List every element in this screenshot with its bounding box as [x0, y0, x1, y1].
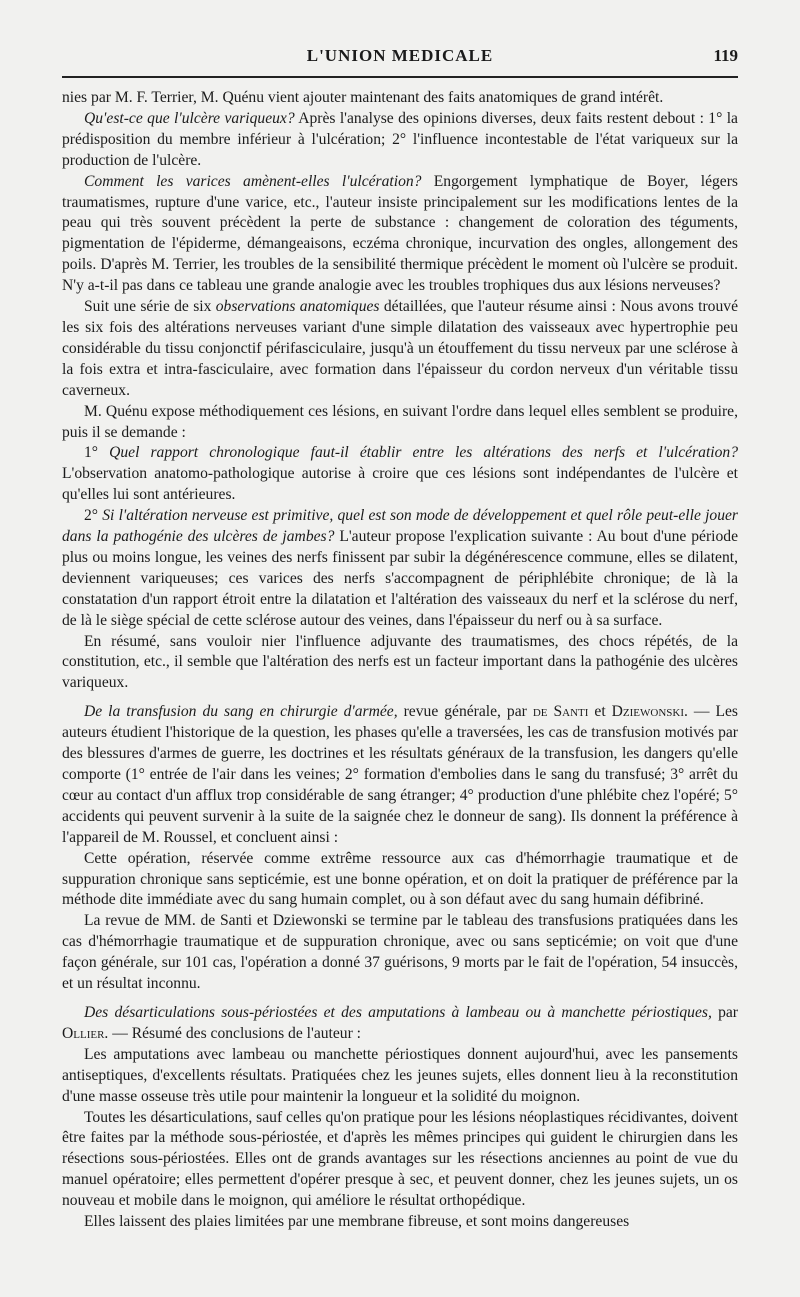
running-title: L'UNION MEDICALE — [306, 46, 494, 65]
paragraph-p13 — [62, 1045, 738, 1108]
paragraph-p7 — [62, 506, 738, 631]
italic-text: De la transfusion du sang en chirurgie d'armée, — [84, 703, 398, 721]
paragraph-text: Elles laissent des plaies limitées par une membrane fibreuse, et sont moins dangereuses — [84, 1213, 630, 1231]
italic-text: observations anatomiques — [215, 298, 380, 316]
paragraph-text: Après l'analyse des opinions diverses, deux faits restent debout : 1° la prédisposition du membre inférieur à l'ulcération; 2° l'influence incontestable de l'état variqueux sur la production de l'ulcère. — [62, 109, 738, 169]
paragraph-p1 — [62, 88, 738, 109]
paragraph-text: . — Résumé des conclusions de l'auteur : — [104, 1024, 362, 1042]
paragraph-p2 — [62, 109, 738, 172]
paragraph-text: Cette opération, réservée comme extrême ressource aux cas d'hémorrhagie traumatique et de suppuration chronique sans septicémie, est une bonne opération, et on doit la pratiquer de préférence par la méthode dite immédiate avec du sang humain complet, ou à son défaut avec du sang humain défibriné. — [62, 849, 738, 909]
paragraph-p8 — [62, 632, 738, 695]
paragraph-text: Toutes les désarticulations, sauf celles qu'on pratique pour les lésions néoplastiques récidivantes, doivent être faites par la méthode sous-périostée, et d'après les mêmes principes qui guident le chirurgien dans les résections sous-périostées. Elles ont de grands avantages sur les résections anciennes au point de vue du manuel opératoire; elles permettent d'opérer presque à sec, et peuvent donner, chez les jeunes sujets, un os nouveau et mobile dans le moignon, qui améliore le résultat orthopédique. — [62, 1108, 738, 1210]
paragraph-text: Les amputations avec lambeau ou manchette périostiques donnent aujourd'hui, avec les pansements antiseptiques, d'excellents résultats. Pratiquées chez les jeunes sujets, elles donnent lieu à la reconstitution d'une masse osseuse très utile pour maintenir la longueur et la solidité du moignon. — [62, 1045, 738, 1105]
header-rule — [62, 76, 738, 78]
author-name: de Santi — [532, 703, 589, 721]
paragraph-text: M. Quénu expose méthodiquement ces lésions, en suivant l'ordre dans lequel elles semblent se produire, puis il se demande : — [62, 402, 738, 441]
paragraph-text: 2° — [84, 507, 103, 525]
paragraph-text: 1° — [84, 444, 110, 462]
italic-text: Qu'est-ce que l'ulcère variqueux? — [84, 109, 295, 127]
paragraph-text: En résumé, sans vouloir nier l'influence adjuvante des traumatismes, des chocs répétés, de la constitution, etc., il semble que l'altération des nerfs est un facteur important dans la pathogénie des ulcères variqueux. — [62, 632, 738, 692]
paragraph-p15 — [62, 1212, 738, 1233]
paragraph-text: L'observation anatomo-pathologique autorise à croire que ces lésions sont indépendantes de l'ulcère et qu'elles lui sont antérieures. — [62, 465, 738, 504]
paragraph-text: Engorgement lymphatique de Boyer, légers traumatismes, rupture d'une varice, etc., l'auteur insiste principalement sur les modifications lentes de la peau qui très souvent précèdent la perte de substance : changement de coloration des téguments, pigmentation de l'épiderme, démangeaisons, eczéma chronique, incurvation des ongles, allongement des poils. D'après M. Terrier, les troubles de la sensibilité thermique précèdent le moment où l'ulcère se produit. N'y a-t-il pas dans ce tableau une grande analogie avec les troubles trophiques dus aux lésions nerveuses? — [62, 172, 738, 295]
italic-text: Si l'altération nerveuse est primitive, quel est son mode de développement et quel rôle peut-elle jouer dans la pathogénie des ulcères de jambes? — [62, 507, 738, 546]
italic-text: Quel rapport chronologique faut-il établir entre les altérations des nerfs et l'ulcération? — [109, 444, 738, 462]
paragraph-text: par — [711, 1003, 738, 1021]
paragraph-text: détaillées, que l'auteur résume ainsi : Nous avons trouvé les six fois des altérations nerveuses variant d'une simple dilatation des vaisseaux avec hypertrophie peu considérable du tissu conjonctif périfasciculaire, jusqu'à un étouffement du tissu nerveux par une sclérose à la fois extra et intra-fasciculaire, avec formation dans l'épaisseur du cordon nerveux d'un véritable tissu caverneux. — [62, 298, 738, 399]
paragraph-text: L'auteur propose l'explication suivante : Au bout d'une période plus ou moins longue, les veines des nerfs finissent par subir la dégénérescence commune, elles se dilatent, deviennent variqueuses; ces varices des nerfs s'accompagnent de périphlébite chronique; de là la constatation d'un rapport étroit entre la dilatation et l'altération des vaisseaux du nerf et la sclérose du nerf, de là le siège spécial de cette sclérose autour des veines, dans l'épaisseur du nerf ou à sa surface. — [62, 528, 738, 629]
article-body — [62, 88, 738, 1233]
paragraph-p9 — [62, 702, 738, 848]
page-header — [62, 46, 738, 72]
paragraph-text: La revue de MM. de Santi et Dziewonski se termine par le tableau des transfusions pratiquées dans les cas d'hémorrhagie traumatique et de suppuration chronique, avec ou sans septicémie; on voit que d'une façon générale, sur 101 cas, l'opération a donné 37 guérisons, 9 morts par le fait de l'opération, 54 insuccès, et un résultat inconnu. — [62, 912, 738, 993]
italic-text: Des désarticulations sous-périostées et des amputations à lambeau ou à manchette périostiques, — [84, 1003, 712, 1021]
paragraph-p10 — [62, 849, 738, 912]
paragraph-text: et — [588, 703, 612, 721]
paragraph-text: nies par M. F. Terrier, M. Quénu vient ajouter maintenant des faits anatomiques de grand intérêt. — [62, 89, 664, 106]
paragraph-text: revue générale, par — [397, 703, 533, 721]
page-number: 119 — [713, 46, 738, 65]
paragraph-p3 — [62, 172, 738, 297]
author-name: Ollier — [62, 1024, 105, 1042]
paragraph-p4 — [62, 297, 738, 402]
paragraph-p12 — [62, 1003, 738, 1045]
italic-text: Comment les varices amènent-elles l'ulcération? — [84, 172, 422, 190]
paragraph-p6 — [62, 443, 738, 506]
paragraph-text: Suit une série de six — [84, 298, 216, 316]
paragraph-p5 — [62, 402, 738, 444]
author-name: Dziewonski — [611, 703, 684, 721]
paragraph-p11 — [62, 911, 738, 995]
paragraph-p14 — [62, 1108, 738, 1213]
paragraph-text: . — Les auteurs étudient l'historique de la question, les phases qu'elle a traversées, les cas de transfusion motivés par des blessures d'armes de guerre, les doctrines et les résultats généraux de la transfusion, les dangers qu'elle comporte (1° entrée de l'air dans les veines; 2° formation d'embolies dans le sang du transfusé; 3° arrêt du cœur au contact d'un afflux trop considérable de sang étranger; 4° production d'une phlébite chez l'opéré; 5° accidents qui peuvent survenir à la suite de la saignée chez le donneur de sang). Ils donnent la préférence à l'appareil de M. Roussel, et concluent ainsi : — [62, 703, 738, 846]
